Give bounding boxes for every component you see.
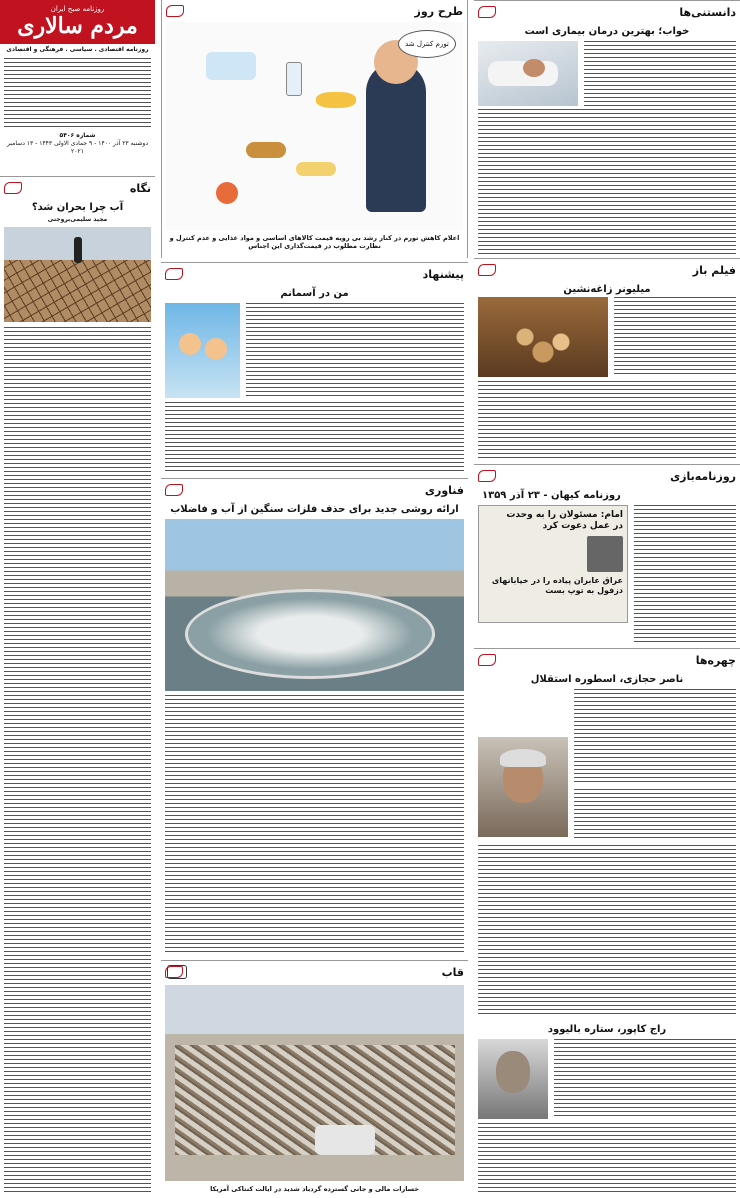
article-title: ناصر حجازی، اسطوره استقلال (530, 674, 684, 685)
section-newspaper (474, 464, 740, 647)
section-label: قاب (441, 965, 464, 979)
section-logo-icon (478, 6, 496, 18)
section-label: چهره‌ها (695, 653, 736, 667)
article-body (584, 41, 736, 106)
section-logo-icon (165, 268, 183, 280)
cartoon-illustration (166, 22, 463, 230)
section-logo-icon (478, 654, 496, 666)
article-body (478, 1123, 736, 1195)
article-body (478, 845, 736, 1017)
article-body (478, 381, 736, 461)
section-label: دانستنی‌ها (679, 5, 736, 19)
section-film (474, 258, 740, 463)
film-still-photo (478, 297, 608, 377)
nasser-hejazi-photo (478, 737, 568, 837)
section-label: طرح روز (414, 4, 463, 18)
section-frame (161, 960, 468, 1198)
article-body (574, 689, 736, 785)
cartoon-caption: اعلام کاهش تورم در کنار رشد بی رویه قیمت کالاهای اساسی و مواد غذایی و عدم کنترل و نظارت مطلوب در قیمت‌گذاری این اجناس (169, 234, 460, 250)
section-trivia (474, 0, 740, 257)
book-cover-image (165, 303, 240, 398)
masthead-details (4, 58, 151, 128)
article-title: من در آسمانم (280, 288, 349, 299)
newspaper-clipping (478, 505, 628, 623)
section-logo-icon (478, 470, 496, 482)
article-body (554, 1039, 736, 1119)
water-treatment-photo (165, 519, 464, 691)
article-body (634, 505, 736, 645)
article-body (165, 402, 464, 472)
article-title: ارائه روشی جدید برای حذف فلزات سنگین از آب و فاضلاب (170, 504, 459, 515)
section-label: نگاه (129, 181, 151, 195)
section-label: پیشنهاد (422, 267, 464, 281)
article-title: راج کاپور، ستاره بالیوود (547, 1024, 667, 1035)
edition-number: شماره ۵۴۰۶ (59, 132, 96, 139)
article-title: آب چرا بحران شد؟ (31, 202, 124, 213)
section-logo-icon (478, 264, 496, 276)
clipping-headline: در عمل دعوت کرد (542, 521, 623, 531)
section-logo-icon (166, 5, 184, 17)
article-body (165, 695, 464, 953)
clipping-headline: امام: مسئولان را به وحدت (506, 510, 623, 520)
drought-photo (4, 227, 151, 322)
article-title: خواب؛ بهترین درمان بیماری است (524, 26, 690, 37)
tornado-damage-photo (165, 985, 464, 1181)
clipping-headline: دزفول به توپ بست (545, 586, 623, 595)
masthead-info (4, 46, 151, 156)
column-right (474, 0, 740, 1198)
article-body (614, 297, 736, 377)
article-body (478, 109, 736, 255)
section-view (0, 176, 155, 1198)
section-faces (474, 648, 740, 1198)
section-cartoon (161, 0, 468, 258)
article-body (246, 303, 464, 398)
article-body (4, 327, 151, 1195)
article-title: میلیونر زاغه‌نشین (563, 284, 651, 295)
column-left (0, 0, 155, 1198)
section-label: روزنامه‌بازی (670, 469, 736, 483)
section-logo-icon (4, 182, 22, 194)
publication-date: دوشنبه ۲۳ آذر ۱۴۰۰ - ۹ جمادی الاولی ۱۴۴۳ - ۱۳ دسامبر ۲۰۲۱ (7, 140, 148, 155)
section-label: فیلم باز (692, 263, 736, 277)
speech-bubble: تورم کنترل شد (398, 30, 456, 58)
column-middle (161, 0, 468, 1198)
sleeping-man-photo (478, 41, 578, 106)
section-label: فناوری (424, 483, 464, 497)
masthead (0, 0, 155, 44)
photo-caption: خسارات مالی و جانی گسترده گردباد شدید در ایالت کنتاکی آمریکا (210, 1185, 419, 1193)
section-technology (161, 478, 468, 956)
section-logo-icon (165, 484, 183, 496)
masthead-subtitle: روزنامه اقتصادی . سیاسی . فرهنگی و اقتصادی (6, 46, 149, 53)
article-author: مجید سلیمی‌بروجنی (47, 216, 108, 223)
masthead-tagline: روزنامه صبح ایران (50, 5, 105, 13)
article-title: روزنامه کیهان - ۲۳ آذر ۱۳۵۹ (482, 490, 621, 501)
section-suggestion (161, 262, 468, 474)
camera-icon (167, 965, 187, 979)
clipping-headline: عراق عابران پیاده را در خیابانهای (491, 576, 623, 585)
newspaper-logo: مردم سالاری (17, 13, 138, 39)
clipping-portrait (587, 536, 623, 572)
raj-kapoor-photo (478, 1039, 548, 1119)
article-body (574, 789, 736, 841)
